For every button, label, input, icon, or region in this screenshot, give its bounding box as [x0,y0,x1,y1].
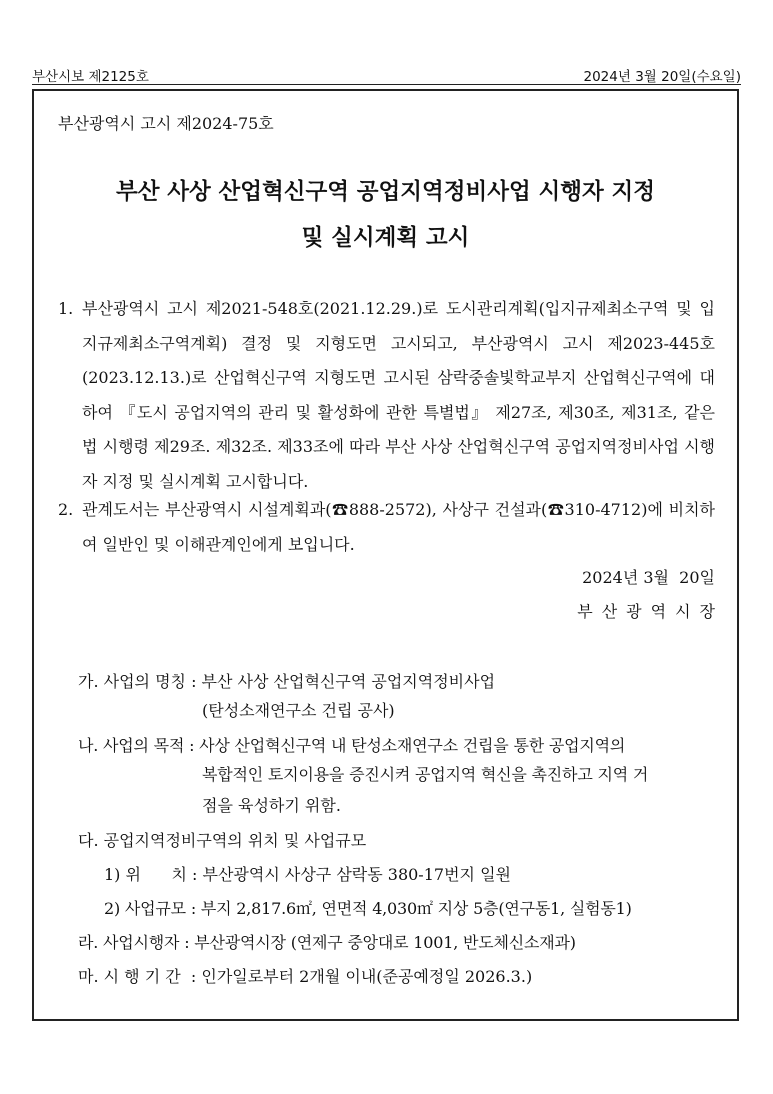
detail-period: 마. 시 행 기 간 : 인가일로부터 2개월 이내(준공예정일 2026.3.) [78,967,533,986]
detail-scale: 2) 사업규모 : 부지 2,817.6㎡, 연면적 4,030㎡ 지상 5층(연구동1, 실험동1) [104,899,632,918]
notice-title-line2: 및 실시계획 고시 [301,225,470,251]
paragraph-number: 1. [58,299,74,318]
detail-project-purpose: 나. 사업의 목적 : 사상 산업혁신구역 내 탄성소재연구소 건립을 통한 공업지역의 [78,736,626,755]
page-header [32,63,741,85]
paragraph-1 [58,292,715,499]
detail-operator: 라. 사업시행자 : 부산광역시장 (연제구 중앙대로 1001, 반도체신소재과) [78,933,576,952]
paragraph-number: 2. [58,500,74,519]
notice-date: 2024년 3월 20일 [582,568,715,587]
notice-title-line1: 부산 사상 산업혁신구역 공업지역정비사업 시행자 지정 [115,179,656,205]
paragraph-text: 부산광역시 고시 제2021-548호(2021.12.29.)로 도시관리계획(입지규제최소구역 및 입지규제최소구역계획) 결정 및 지형도면 고시되고, 부산광역시 고시 제2023-445호(2023.12.13.)로 산업혁신구역 지형도면 고시된 삼락중솔빛학교부지 산업혁신구역에 대하여 『도시 공업지역의 관리 및 활성화에 관한 특별법』 제27조, 제30조, 제31조, 같은 법 시행령 제29조. 제32조. 제33조에 따라 부산 사상 산업혁신구역 공업지역정비사업 시행자 지정 및 실시계획 고시합니다. [82,299,715,491]
gazette-date: 2024년 3월 20일(수요일) [583,69,741,85]
issuer: 부산광역시장 [577,602,724,621]
notice-number: 부산광역시 고시 제2024-75호 [58,114,274,133]
paragraph-text: 관계도서는 부산광역시 시설계획과(☎888-2572), 사상구 건설과(☎310-4712)에 비치하여 일반인 및 이해관계인에게 보입니다. [82,500,715,554]
detail-location: 1) 위 치 : 부산광역시 사상구 삼락동 380-17번지 일원 [104,865,511,884]
detail-location-scale: 다. 공업지역정비구역의 위치 및 사업규모 [78,831,367,850]
detail-project-purpose-cont2: 점을 육성하기 위함. [202,796,341,815]
notice-box [32,89,739,1021]
detail-project-name: 가. 사업의 명칭 : 부산 사상 산업혁신구역 공업지역정비사업 [78,672,496,691]
gazette-issue: 부산시보 제2125호 [32,69,149,85]
header-divider [32,84,741,85]
paragraph-2 [58,493,715,562]
detail-project-purpose-cont1: 복합적인 토지이용을 증진시켜 공업지역 혁신을 촉진하고 지역 거 [202,765,649,784]
detail-project-name-cont: (탄성소재연구소 건립 공사) [202,701,395,720]
